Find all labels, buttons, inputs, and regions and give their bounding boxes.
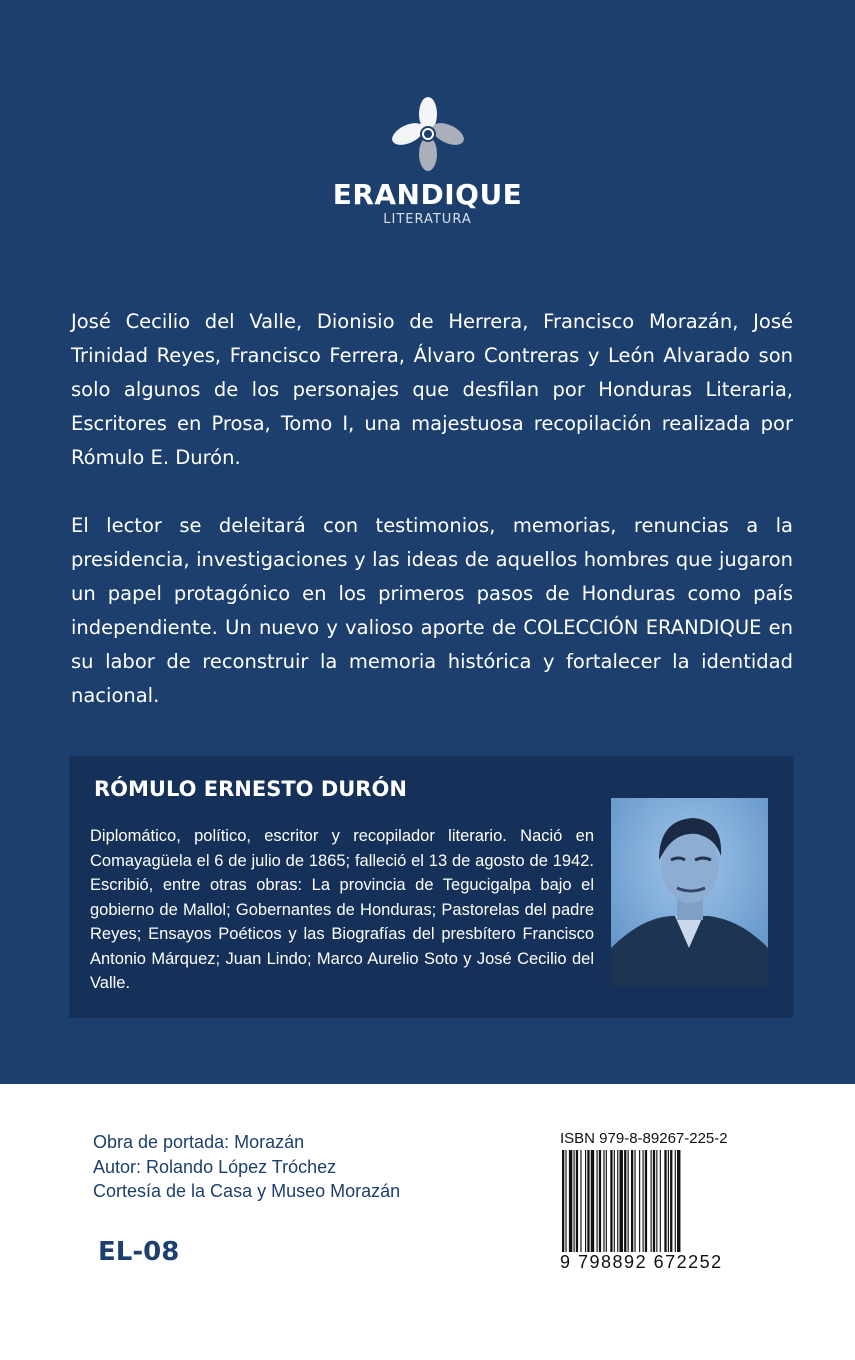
- barcode-digits: 9 798892 672252: [560, 1252, 723, 1272]
- author-portrait-photo: [611, 798, 768, 986]
- credit-line-courtesy: Cortesía de la Casa y Museo Morazán: [93, 1181, 401, 1201]
- synopsis-paragraph-1: José Cecilio del Valle, Dionisio de Herrera, Francisco Morazán, José Trinidad Reyes, Francisco Ferrera, Álvaro Contreras y León Alvarado son solo algunos de los personajes que desfilan por Honduras Literaria, Escritores en Prosa, Tomo I, una majestuosa recopilación realizada por Rómulo E. Durón.: [71, 310, 793, 469]
- credit-line-artwork: Obra de portada: Morazán: [93, 1132, 305, 1152]
- isbn-barcode-block: [560, 1130, 730, 1272]
- isbn-label: ISBN 979-8-89267-225-2: [560, 1130, 728, 1147]
- cover-credits: [93, 1130, 400, 1204]
- author-box: [69, 756, 793, 1018]
- synopsis-paragraph-2: El lector se deleitará con testimonios, memorias, renuncias a la presidencia, investigaciones y las ideas de aquellos hombres que jugaron un papel protagónico en los primeros pasos de Honduras como país independiente. Un nuevo y valioso aporte de COLECCIÓN ERANDIQUE en su labor de reconstruir la memoria histórica y fortalecer la identidad nacional.: [71, 514, 793, 707]
- credit-line-artist: Autor: Rolando López Tróchez: [93, 1156, 337, 1177]
- publisher-logo: [0, 96, 855, 228]
- author-name: RÓMULO ERNESTO DURÓN: [94, 777, 407, 801]
- author-bio: Diplomático, político, escritor y recopilador literario. Nació en Comayagüela el 6 de julio de 1865; falleció el 13 de agosto de 1942. Escribió, entre otras obras: La provincia de Tegucigalpa bajo el gobierno de Mallol; Gobernantes de Honduras; Pastorelas del padre Reyes; Ensayos Poéticos y las Biografías del presbítero Francisco Antonio Márquez; Juan Lindo; Marco Aurelio Soto y José Cecilio del Valle.: [90, 827, 594, 992]
- publisher-name: ERANDIQUE: [332, 178, 523, 211]
- barcode-icon: [560, 1150, 726, 1252]
- collection-code: EL-08: [98, 1237, 180, 1267]
- publisher-subtitle: LITERATURA: [383, 212, 472, 227]
- four-petal-flower-icon: [390, 96, 466, 172]
